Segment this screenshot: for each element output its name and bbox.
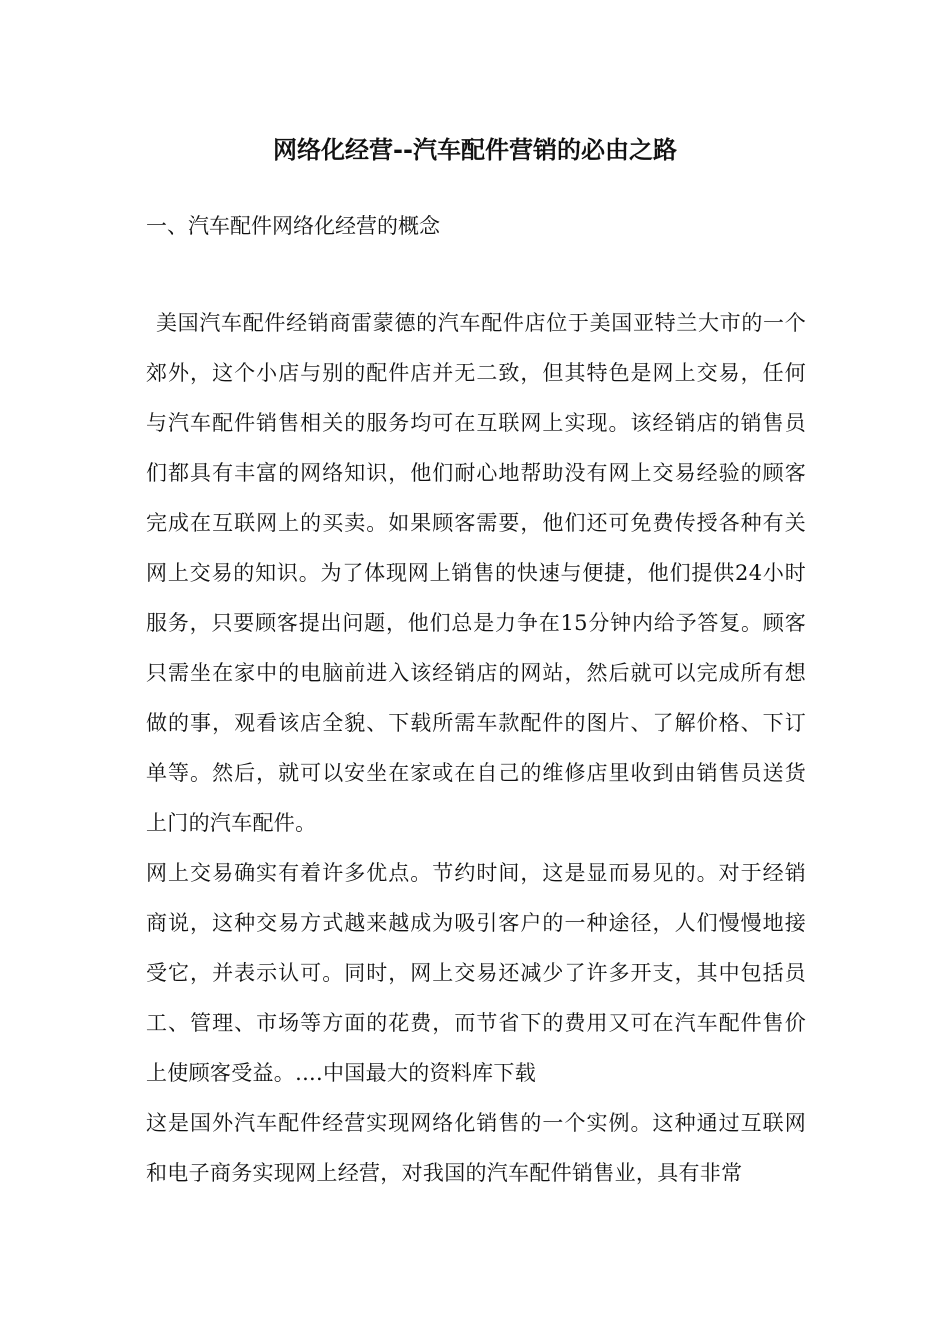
section-heading: 一、汽车配件网络化经营的概念 (146, 214, 440, 238)
paragraph-1: 美国汽车配件经销商雷蒙德的汽车配件店位于美国亚特兰大市的一个郊外，这个小店与别的配件店并无二致，但其特色是网上交易，任何与汽车配件销售相关的服务均可在互联网上实现。该经销店的销售员们都具有丰富的网络知识，他们耐心地帮助没有网上交易经验的顾客完成在互联网上的买卖。如果顾客需要，他们还可免费传授各种有关网上交易的知识。为了体现网上销售的快速与便捷，他们提供24小时服务，只要顾客提出问题，他们总是力争在15分钟内给予答复。顾客只需坐在家中的电脑前进入该经销店的网站，然后就可以完成所有想做的事，观看该店全貌、下载所需车款配件的图片、了解价格、下订单等。然后，就可以安坐在家或在自己的维修店里收到由销售员送货上门的汽车配件。 (146, 311, 806, 835)
document-title: 网络化经营--汽车配件营销的必由之路 (273, 136, 677, 164)
paragraph-2: 网上交易确实有着许多优点。节约时间，这是显而易见的。对于经销商说，这种交易方式越来越成为吸引客户的一种途径，人们慢慢地接受它，并表示认可。同时，网上交易还减少了许多开支，其中包括员工、管理、市场等方面的花费，而节省下的费用又可在汽车配件售价上使顾客受益。....中国最大的资料库下载 (146, 861, 806, 1085)
paragraph-3: 这是国外汽车配件经营实现网络化销售的一个实例。这种通过互联网和电子商务实现网上经营，对我国的汽车配件销售业，具有非常 (146, 1111, 806, 1185)
